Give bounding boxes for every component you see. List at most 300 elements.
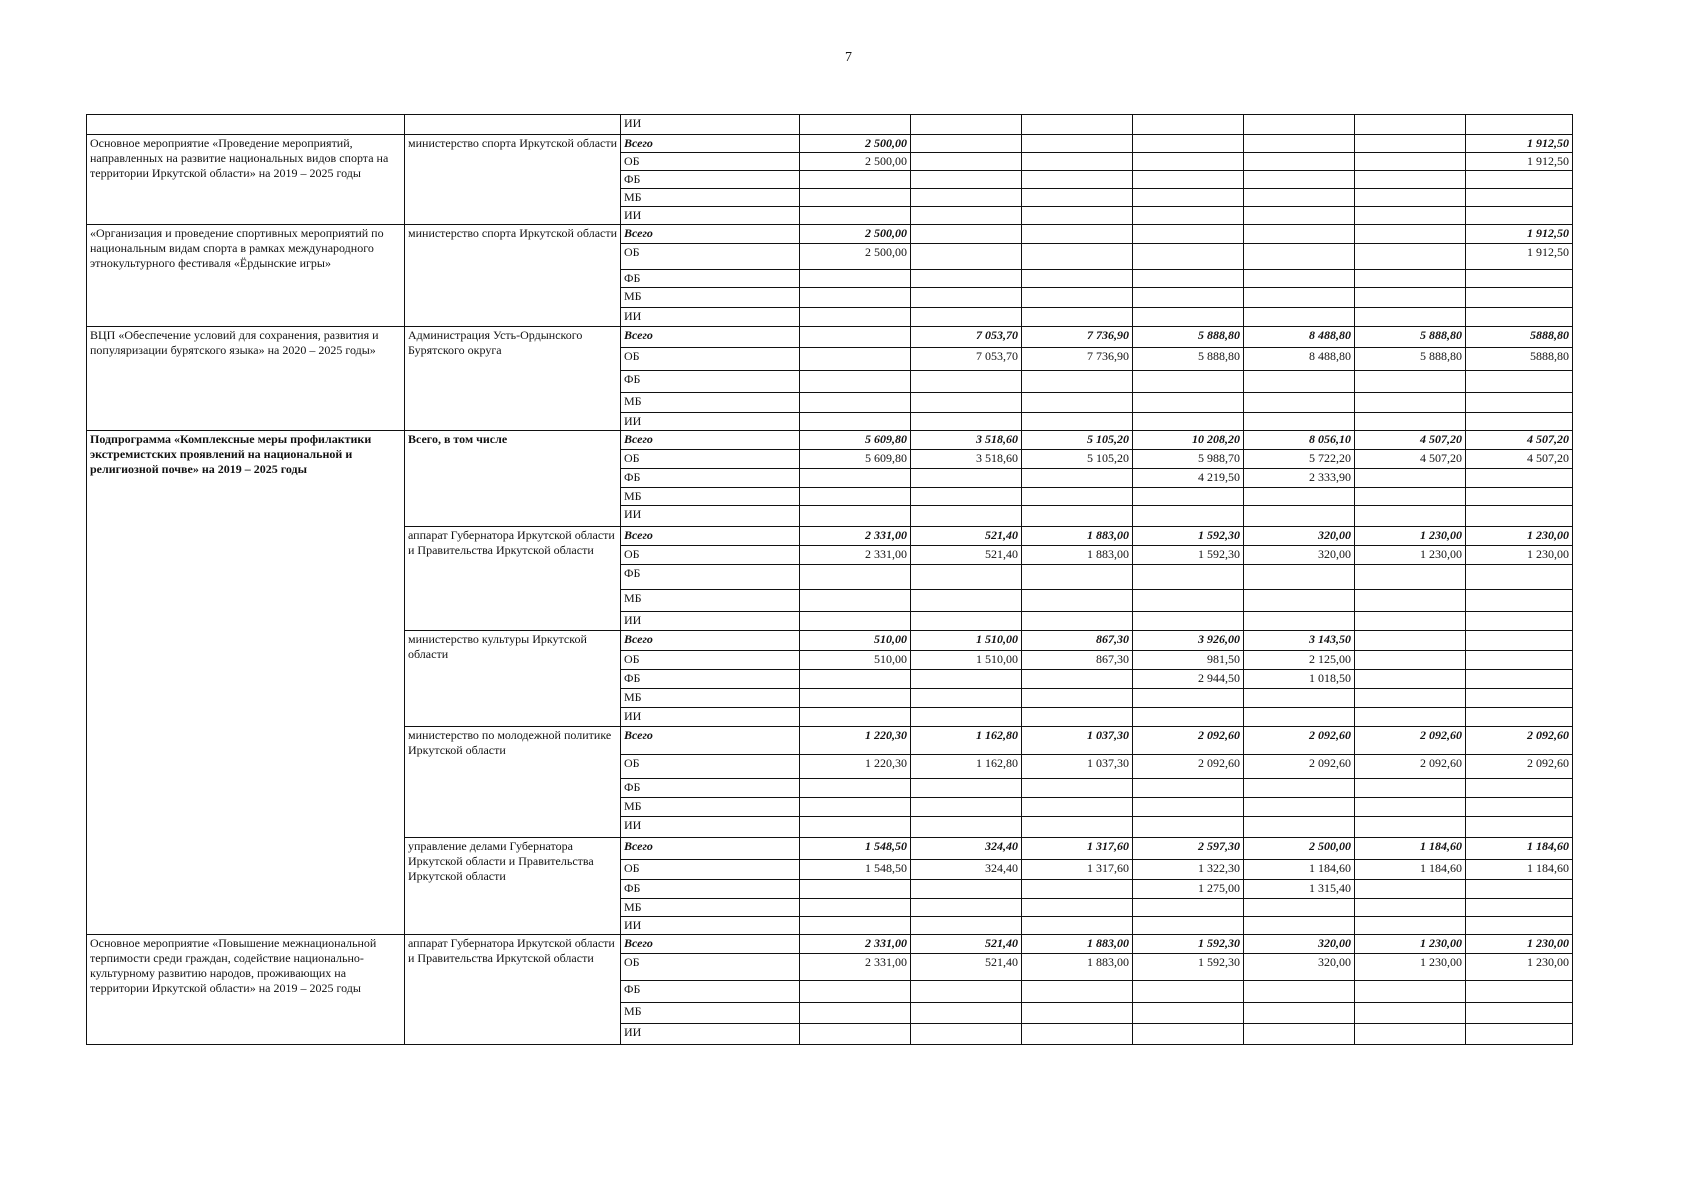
value-cell-2020: 1 162,80: [911, 727, 1022, 755]
funding-source-cell: Всего: [621, 838, 800, 860]
value-cell-2024: [1355, 817, 1466, 838]
value-cell-2024: [1355, 288, 1466, 308]
funding-source-cell: Всего: [621, 727, 800, 755]
value-cell-2024: [1355, 670, 1466, 689]
value-cell-2025: [1466, 651, 1573, 670]
value-cell-2025: 1 230,00: [1466, 954, 1573, 981]
value-cell-2021: [1022, 880, 1133, 899]
value-cell-2023: 1 018,50: [1244, 670, 1355, 689]
value-cell-2022: 1 592,30: [1133, 527, 1244, 546]
funding-source-cell: ИИ: [621, 708, 800, 727]
value-cell-2023: 2 092,60: [1244, 755, 1355, 779]
value-cell-2020: [911, 798, 1022, 817]
value-cell-2023: [1244, 899, 1355, 917]
value-cell-2021: [1022, 308, 1133, 327]
value-cell-2024: [1355, 135, 1466, 153]
value-cell-2024: [1355, 393, 1466, 413]
value-cell-2023: 8 056,10: [1244, 431, 1355, 450]
value-cell-2021: [1022, 393, 1133, 413]
value-cell-2022: [1133, 153, 1244, 171]
funding-source-cell: ИИ: [621, 506, 800, 527]
value-cell-2021: [1022, 506, 1133, 527]
value-cell-2019: [800, 270, 911, 288]
value-cell-2021: [1022, 590, 1133, 612]
value-cell-2025: [1466, 708, 1573, 727]
value-cell: [1466, 115, 1573, 135]
value-cell-2025: 1 230,00: [1466, 935, 1573, 954]
table-row: [87, 935, 1573, 954]
value-cell-2021: [1022, 270, 1133, 288]
executor-cell: аппарат Губернатора Иркутской области и Правительства Иркутской области: [405, 935, 621, 1045]
value-cell-2023: [1244, 207, 1355, 225]
value-cell-2024: [1355, 1003, 1466, 1024]
funding-source-cell: ИИ: [621, 207, 800, 225]
value-cell-2020: [911, 371, 1022, 393]
value-cell-2020: [911, 153, 1022, 171]
value-cell-2022: [1133, 207, 1244, 225]
value-cell-2025: [1466, 371, 1573, 393]
value-cell-2022: 10 208,20: [1133, 431, 1244, 450]
value-cell-2022: [1133, 225, 1244, 244]
value-cell-2021: [1022, 288, 1133, 308]
value-cell-2024: [1355, 153, 1466, 171]
value-cell-2025: [1466, 270, 1573, 288]
value-cell-2024: [1355, 631, 1466, 651]
executor-cell: министерство по молодежной политике Иркутской области: [405, 727, 621, 838]
value-cell-2021: 1 883,00: [1022, 935, 1133, 954]
value-cell-2023: [1244, 225, 1355, 244]
value-cell-2023: 320,00: [1244, 935, 1355, 954]
value-cell-2022: [1133, 506, 1244, 527]
value-cell-2023: [1244, 244, 1355, 270]
value-cell-2022: [1133, 708, 1244, 727]
value-cell-2023: 1 315,40: [1244, 880, 1355, 899]
funding-source-cell: МБ: [621, 488, 800, 506]
funding-source-cell: ИИ: [621, 1024, 800, 1045]
value-cell-2020: 521,40: [911, 527, 1022, 546]
table-row: [87, 327, 1573, 348]
value-cell-2025: [1466, 565, 1573, 590]
funding-source-cell: ОБ: [621, 954, 800, 981]
value-cell-2023: [1244, 488, 1355, 506]
executor-cell: [405, 115, 621, 135]
value-cell-2020: [911, 506, 1022, 527]
value-cell-2025: 1 230,00: [1466, 546, 1573, 565]
value-cell-2021: [1022, 1024, 1133, 1045]
value-cell: [1244, 115, 1355, 135]
funding-source-cell: ОБ: [621, 244, 800, 270]
value-cell-2020: [911, 393, 1022, 413]
value-cell-2020: 521,40: [911, 935, 1022, 954]
value-cell-2020: 1 510,00: [911, 651, 1022, 670]
funding-source-cell: Всего: [621, 135, 800, 153]
value-cell-2022: 1 275,00: [1133, 880, 1244, 899]
measure-name-cell: [87, 115, 405, 135]
value-cell-2022: [1133, 981, 1244, 1003]
value-cell-2024: 5 888,80: [1355, 348, 1466, 371]
value-cell-2020: [911, 899, 1022, 917]
value-cell-2019: [800, 981, 911, 1003]
value-cell-2021: [1022, 670, 1133, 689]
value-cell-2020: [911, 779, 1022, 798]
value-cell-2020: [911, 270, 1022, 288]
value-cell-2024: [1355, 244, 1466, 270]
funding-source-cell: Всего: [621, 327, 800, 348]
value-cell-2020: [911, 488, 1022, 506]
value-cell-2022: 5 888,80: [1133, 327, 1244, 348]
value-cell-2021: 867,30: [1022, 631, 1133, 651]
value-cell-2023: [1244, 393, 1355, 413]
value-cell-2025: [1466, 288, 1573, 308]
value-cell-2020: [911, 981, 1022, 1003]
value-cell-2022: [1133, 308, 1244, 327]
value-cell-2019: [800, 327, 911, 348]
funding-source-cell: ФБ: [621, 171, 800, 189]
value-cell-2022: [1133, 899, 1244, 917]
value-cell-2023: [1244, 565, 1355, 590]
value-cell-2022: [1133, 1003, 1244, 1024]
value-cell-2019: [800, 506, 911, 527]
value-cell-2025: 1 184,60: [1466, 838, 1573, 860]
value-cell-2024: [1355, 689, 1466, 708]
value-cell-2024: [1355, 371, 1466, 393]
value-cell-2023: [1244, 612, 1355, 631]
value-cell-2019: [800, 590, 911, 612]
value-cell-2019: [800, 1024, 911, 1045]
value-cell-2025: 1 912,50: [1466, 153, 1573, 171]
value-cell: [1022, 115, 1133, 135]
value-cell-2023: 3 143,50: [1244, 631, 1355, 651]
value-cell-2021: 5 105,20: [1022, 431, 1133, 450]
value-cell-2020: 1 162,80: [911, 755, 1022, 779]
value-cell-2025: [1466, 1024, 1573, 1045]
value-cell-2019: 1 220,30: [800, 727, 911, 755]
value-cell-2022: [1133, 413, 1244, 431]
value-cell-2020: [911, 189, 1022, 207]
value-cell-2024: 1 184,60: [1355, 838, 1466, 860]
value-cell-2019: [800, 670, 911, 689]
value-cell-2023: [1244, 171, 1355, 189]
value-cell-2025: [1466, 612, 1573, 631]
value-cell-2025: 2 092,60: [1466, 727, 1573, 755]
value-cell-2021: [1022, 225, 1133, 244]
value-cell-2020: [911, 413, 1022, 431]
table-row: [87, 431, 1573, 450]
funding-source-cell: ИИ: [621, 612, 800, 631]
measure-name-cell: «Организация и проведение спортивных мероприятий по национальным видам спорта в рамках международного этнокультурного фестиваля «Ёрдынские игры»: [87, 225, 405, 327]
value-cell-2019: [800, 469, 911, 488]
value-cell-2025: [1466, 393, 1573, 413]
funding-source-cell: ОБ: [621, 651, 800, 670]
measure-name-cell: Основное мероприятие «Повышение межнациональной терпимости среди граждан, содействие национально-культурному развитию народов, проживающих на территории Иркутской области» на 2019 – 2025 годы: [87, 935, 405, 1045]
value-cell-2022: [1133, 171, 1244, 189]
value-cell-2023: [1244, 413, 1355, 431]
value-cell-2019: [800, 817, 911, 838]
value-cell-2019: [800, 488, 911, 506]
value-cell-2019: [800, 288, 911, 308]
funding-source-cell: МБ: [621, 798, 800, 817]
value-cell-2023: 8 488,80: [1244, 327, 1355, 348]
value-cell-2022: [1133, 590, 1244, 612]
value-cell-2022: [1133, 371, 1244, 393]
executor-cell: министерство спорта Иркутской области: [405, 135, 621, 225]
value-cell-2022: 1 592,30: [1133, 935, 1244, 954]
value-cell-2019: 2 331,00: [800, 954, 911, 981]
value-cell-2025: [1466, 798, 1573, 817]
funding-source-cell: МБ: [621, 899, 800, 917]
value-cell-2020: [911, 817, 1022, 838]
value-cell-2022: [1133, 779, 1244, 798]
value-cell-2019: 5 609,80: [800, 450, 911, 469]
value-cell-2021: 7 736,90: [1022, 348, 1133, 371]
value-cell: [911, 115, 1022, 135]
value-cell-2022: 4 219,50: [1133, 469, 1244, 488]
value-cell-2021: 1 037,30: [1022, 755, 1133, 779]
value-cell-2021: [1022, 917, 1133, 935]
value-cell-2024: [1355, 207, 1466, 225]
value-cell-2022: [1133, 565, 1244, 590]
value-cell-2023: [1244, 371, 1355, 393]
value-cell-2023: [1244, 135, 1355, 153]
value-cell-2025: 1 912,50: [1466, 135, 1573, 153]
funding-source-cell: Всего: [621, 431, 800, 450]
value-cell-2023: [1244, 1003, 1355, 1024]
page-number: 7: [845, 50, 852, 65]
value-cell-2025: [1466, 171, 1573, 189]
value-cell-2019: [800, 393, 911, 413]
value-cell-2024: 5 888,80: [1355, 327, 1466, 348]
value-cell-2025: [1466, 1003, 1573, 1024]
value-cell-2023: [1244, 817, 1355, 838]
value-cell-2023: [1244, 153, 1355, 171]
value-cell-2019: [800, 371, 911, 393]
value-cell-2019: [800, 565, 911, 590]
value-cell-2021: [1022, 189, 1133, 207]
value-cell-2025: 5888,80: [1466, 327, 1573, 348]
funding-source-cell: ИИ: [621, 308, 800, 327]
value-cell-2019: 1 220,30: [800, 755, 911, 779]
executor-cell: управление делами Губернатора Иркутской области и Правительства Иркутской области: [405, 838, 621, 935]
value-cell-2021: 5 105,20: [1022, 450, 1133, 469]
value-cell-2024: [1355, 1024, 1466, 1045]
funding-source-cell: ИИ: [621, 817, 800, 838]
value-cell-2021: [1022, 798, 1133, 817]
value-cell-2020: [911, 612, 1022, 631]
value-cell-2020: [911, 1024, 1022, 1045]
value-cell-2022: 1 322,30: [1133, 860, 1244, 880]
value-cell-2021: 1 037,30: [1022, 727, 1133, 755]
value-cell-2023: [1244, 708, 1355, 727]
value-cell-2021: [1022, 708, 1133, 727]
value-cell-2024: [1355, 880, 1466, 899]
value-cell-2022: [1133, 393, 1244, 413]
value-cell-2019: 2 500,00: [800, 135, 911, 153]
value-cell-2024: 4 507,20: [1355, 450, 1466, 469]
value-cell-2020: [911, 565, 1022, 590]
value-cell-2020: [911, 225, 1022, 244]
value-cell-2022: 2 092,60: [1133, 727, 1244, 755]
value-cell-2025: [1466, 917, 1573, 935]
value-cell-2023: 2 092,60: [1244, 727, 1355, 755]
value-cell-2025: [1466, 469, 1573, 488]
value-cell-2024: 1 230,00: [1355, 935, 1466, 954]
funding-source-cell: ОБ: [621, 755, 800, 779]
value-cell-2019: [800, 708, 911, 727]
value-cell-2019: 2 500,00: [800, 244, 911, 270]
value-cell-2024: [1355, 171, 1466, 189]
value-cell-2025: [1466, 899, 1573, 917]
value-cell-2024: [1355, 612, 1466, 631]
value-cell-2019: [800, 189, 911, 207]
funding-table-body: [87, 115, 1573, 1045]
value-cell-2022: 5 988,70: [1133, 450, 1244, 469]
value-cell-2024: [1355, 651, 1466, 670]
value-cell-2025: [1466, 981, 1573, 1003]
value-cell-2019: 2 331,00: [800, 527, 911, 546]
value-cell-2020: [911, 880, 1022, 899]
value-cell-2022: [1133, 135, 1244, 153]
value-cell-2020: 1 510,00: [911, 631, 1022, 651]
value-cell-2022: 1 592,30: [1133, 546, 1244, 565]
value-cell-2020: 7 053,70: [911, 348, 1022, 371]
value-cell-2022: [1133, 189, 1244, 207]
value-cell-2020: [911, 708, 1022, 727]
value-cell-2023: 8 488,80: [1244, 348, 1355, 371]
value-cell-2025: 5888,80: [1466, 348, 1573, 371]
value-cell-2025: [1466, 631, 1573, 651]
value-cell-2019: 510,00: [800, 651, 911, 670]
value-cell-2025: [1466, 817, 1573, 838]
value-cell-2021: [1022, 981, 1133, 1003]
value-cell-2021: [1022, 689, 1133, 708]
value-cell-2024: [1355, 981, 1466, 1003]
value-cell-2021: 1 883,00: [1022, 546, 1133, 565]
value-cell-2025: 4 507,20: [1466, 450, 1573, 469]
funding-source-cell: ИИ: [621, 413, 800, 431]
value-cell-2022: [1133, 1024, 1244, 1045]
value-cell-2024: 1 230,00: [1355, 954, 1466, 981]
value-cell-2021: [1022, 899, 1133, 917]
value-cell-2025: [1466, 880, 1573, 899]
funding-source-cell: МБ: [621, 689, 800, 708]
value-cell-2020: 324,40: [911, 838, 1022, 860]
value-cell-2019: [800, 880, 911, 899]
value-cell-2021: [1022, 371, 1133, 393]
value-cell-2019: [800, 207, 911, 225]
value-cell-2019: [800, 308, 911, 327]
value-cell-2020: [911, 288, 1022, 308]
value-cell-2023: 2 333,90: [1244, 469, 1355, 488]
value-cell-2022: 2 597,30: [1133, 838, 1244, 860]
value-cell-2025: [1466, 590, 1573, 612]
value-cell-2024: 1 230,00: [1355, 546, 1466, 565]
funding-source-cell: ФБ: [621, 371, 800, 393]
funding-source-cell: ФБ: [621, 981, 800, 1003]
table-row: [87, 135, 1573, 153]
value-cell-2023: 320,00: [1244, 546, 1355, 565]
value-cell-2019: [800, 612, 911, 631]
executor-cell: аппарат Губернатора Иркутской области и Правительства Иркутской области: [405, 527, 621, 631]
value-cell-2024: [1355, 899, 1466, 917]
value-cell-2023: [1244, 917, 1355, 935]
value-cell-2021: 1 317,60: [1022, 860, 1133, 880]
value-cell-2019: [800, 899, 911, 917]
value-cell-2024: 2 092,60: [1355, 755, 1466, 779]
value-cell: [1133, 115, 1244, 135]
value-cell-2020: 3 518,60: [911, 431, 1022, 450]
value-cell-2023: 320,00: [1244, 527, 1355, 546]
funding-source-cell: Всего: [621, 527, 800, 546]
value-cell-2025: 4 507,20: [1466, 431, 1573, 450]
value-cell-2020: [911, 244, 1022, 270]
value-cell-2021: [1022, 171, 1133, 189]
value-cell-2020: [911, 171, 1022, 189]
value-cell-2019: [800, 171, 911, 189]
value-cell-2025: [1466, 506, 1573, 527]
value-cell-2019: [800, 348, 911, 371]
value-cell-2024: [1355, 225, 1466, 244]
funding-source-cell: ОБ: [621, 153, 800, 171]
value-cell-2021: 1 883,00: [1022, 527, 1133, 546]
value-cell-2024: [1355, 488, 1466, 506]
value-cell-2023: 320,00: [1244, 954, 1355, 981]
value-cell-2023: [1244, 779, 1355, 798]
value-cell-2022: [1133, 244, 1244, 270]
value-cell-2021: [1022, 817, 1133, 838]
value-cell-2025: [1466, 779, 1573, 798]
measure-name-cell: ВЦП «Обеспечение условий для сохранения, развития и популяризации бурятского языка» на 2020 – 2025 годы»: [87, 327, 405, 431]
value-cell-2021: [1022, 612, 1133, 631]
value-cell-2024: [1355, 565, 1466, 590]
value-cell-2020: [911, 308, 1022, 327]
value-cell-2019: [800, 689, 911, 708]
value-cell-2025: [1466, 689, 1573, 708]
value-cell-2024: 1 184,60: [1355, 860, 1466, 880]
value-cell-2024: [1355, 413, 1466, 431]
value-cell-2024: [1355, 590, 1466, 612]
value-cell-2023: [1244, 1024, 1355, 1045]
value-cell-2025: [1466, 189, 1573, 207]
value-cell-2025: [1466, 670, 1573, 689]
value-cell-2024: [1355, 917, 1466, 935]
value-cell-2023: [1244, 590, 1355, 612]
value-cell-2020: [911, 590, 1022, 612]
value-cell-2024: [1355, 469, 1466, 488]
funding-source-cell: ФБ: [621, 270, 800, 288]
value-cell-2025: 2 092,60: [1466, 755, 1573, 779]
value-cell-2021: [1022, 469, 1133, 488]
value-cell-2021: [1022, 244, 1133, 270]
value-cell-2024: [1355, 708, 1466, 727]
value-cell-2023: 1 184,60: [1244, 860, 1355, 880]
funding-source-cell: ФБ: [621, 670, 800, 689]
value-cell-2023: [1244, 689, 1355, 708]
funding-source-cell: МБ: [621, 590, 800, 612]
value-cell-2020: [911, 670, 1022, 689]
value-cell-2020: [911, 1003, 1022, 1024]
executor-cell: министерство спорта Иркутской области: [405, 225, 621, 327]
value-cell-2020: [911, 207, 1022, 225]
value-cell-2022: [1133, 817, 1244, 838]
value-cell-2021: 7 736,90: [1022, 327, 1133, 348]
value-cell-2020: [911, 135, 1022, 153]
value-cell-2019: [800, 779, 911, 798]
value-cell-2020: 324,40: [911, 860, 1022, 880]
value-cell-2025: 1 912,50: [1466, 244, 1573, 270]
value-cell-2025: [1466, 413, 1573, 431]
value-cell-2022: [1133, 798, 1244, 817]
value-cell-2021: [1022, 779, 1133, 798]
